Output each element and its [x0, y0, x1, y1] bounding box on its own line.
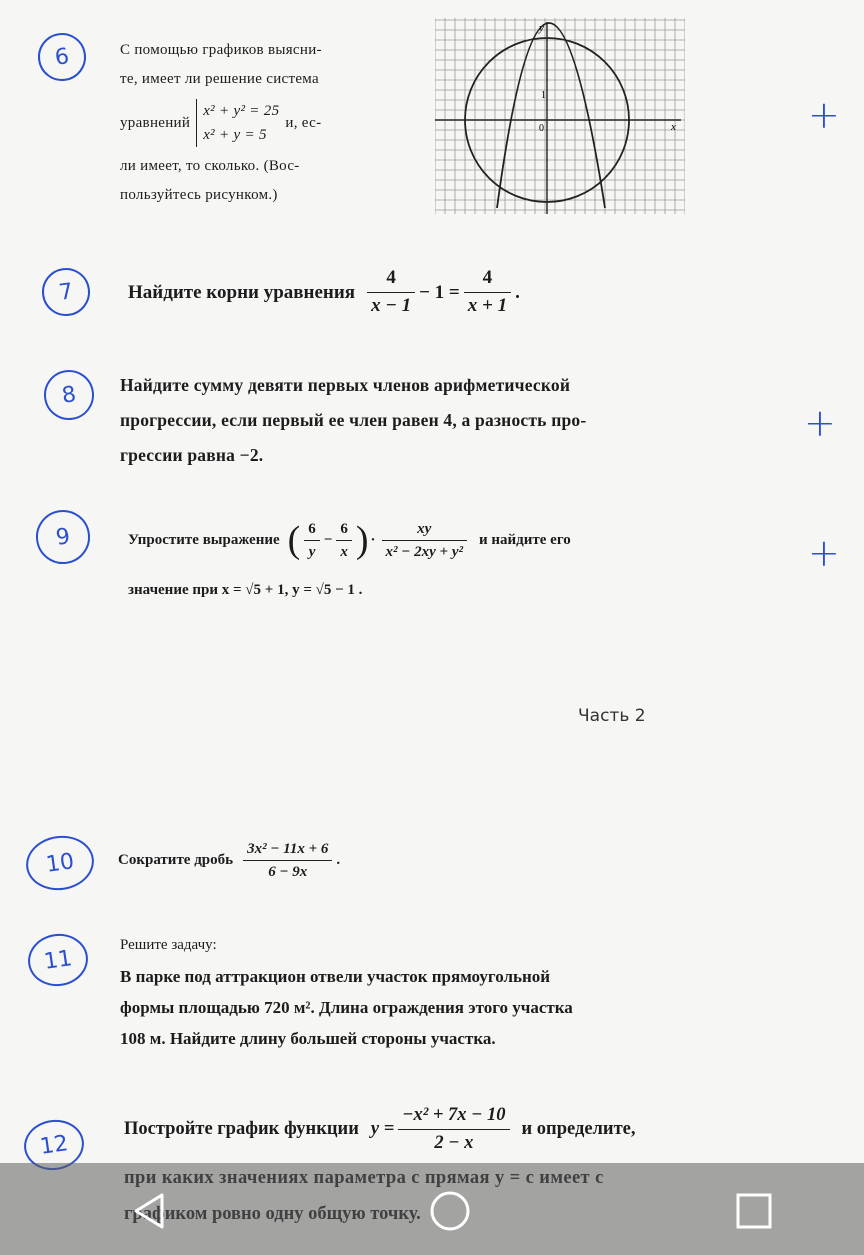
problem-number-9: 9 [33, 507, 94, 568]
recents-button[interactable] [732, 1189, 776, 1233]
graph-x-label: x [671, 121, 676, 133]
graph-y-label: y [539, 22, 544, 34]
graph-zero-label: 0 [539, 123, 544, 134]
check-mark-plus-6: + [808, 93, 840, 137]
equation-system: x² + y² = 25 x² + y = 5 [196, 99, 279, 147]
check-mark-plus-8: + [804, 401, 836, 445]
back-triangle-icon [128, 1189, 172, 1233]
problem-12-text: Постройте график функции y = $\frac{\text{−x² + 7x − 10}}{2 - x}$ и определите, [124, 1105, 636, 1153]
problem-9-text: Упростите выражение ( $\frac{6}{y}$ − $\frac{6}{x}$ ) · $\frac{xy}{\text{x² − 2xy + y²}}$ и найдите его значение при x = √5 + 1, y = √5 − 1 . [128, 518, 571, 598]
problem-number-10: 10 [23, 832, 98, 895]
graph-one-label: 1 [541, 90, 546, 101]
problem-11-text: Решите задачу: В парке под аттракцион отвели участок прямоугольной формы площадью 720 м². Длина ограждения этого участка 108 м. Найдите длину большей стороны участка. [120, 937, 573, 1048]
home-button[interactable] [428, 1189, 472, 1233]
problem-number-12: 12 [21, 1116, 87, 1174]
problem-10-text: Сократите дробь $\frac{\text{3x² − 11x + 6}}{6 - 9x}$ . [118, 840, 341, 880]
problem-6-text: С помощью графиков выясни- те, имеет ли решение система уравнений x² + y² = 25 x² + y = 5 и, ес- ли имеет, то сколько. (Вос- пользуйтесь рисунком.) [120, 42, 322, 203]
recents-square-icon [732, 1189, 776, 1233]
check-mark-plus-9: + [808, 531, 840, 575]
part-2-heading: Часть 2 [578, 706, 646, 726]
graph-grid [435, 18, 685, 214]
home-circle-icon [428, 1189, 472, 1233]
system-navigation-bar [0, 1163, 864, 1255]
problem-8-text: Найдите сумму девяти первых членов арифметической прогрессии, если первый ее член равен 4, а разность про- грессии равна −2. [120, 375, 587, 465]
problem-number-11: 11 [25, 930, 92, 990]
problem-6-graph [435, 18, 685, 214]
problem-number-7: 7 [39, 265, 93, 319]
problem-number-6: 6 [35, 30, 89, 84]
problem-number-8: 8 [41, 367, 97, 423]
back-button[interactable] [128, 1189, 172, 1233]
problem-7-text: Найдите корни уравнения $\frac{4}{x - 1}$ − 1 = $\frac{4}{x + 1}$ . [128, 266, 520, 316]
